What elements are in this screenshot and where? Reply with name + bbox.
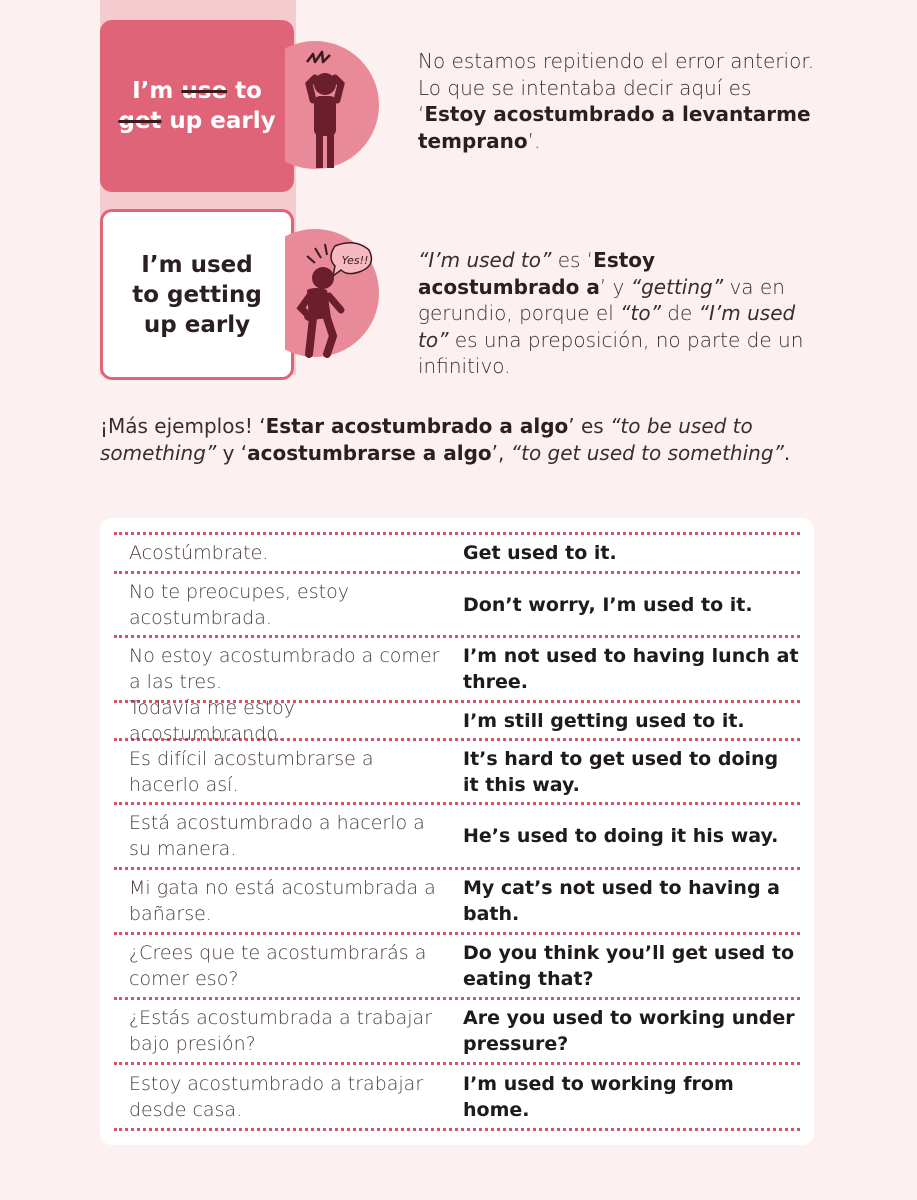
spanish-sentence: Está acostumbrado a hacerlo a su manera. xyxy=(129,812,425,860)
more-examples-paragraph xyxy=(100,413,800,467)
correct-sentence-card xyxy=(100,209,294,380)
card-text-middle: to xyxy=(227,78,262,104)
explanation-text: ’ y xyxy=(599,274,631,299)
explanation-bold: Estoy acostumbrado a xyxy=(418,248,656,299)
incorrect-sentence-card xyxy=(100,20,294,192)
struck-word-get: get xyxy=(118,108,162,134)
explanation-text: es ‘ xyxy=(551,248,594,272)
table-row xyxy=(114,805,800,870)
spanish-sentence: ¿Estás acostumbrada a trabajar bajo presión? xyxy=(129,1007,433,1055)
explanation-text: de xyxy=(660,301,699,325)
table-row xyxy=(114,741,800,805)
paragraph-text: y ‘ xyxy=(216,441,248,465)
english-sentence: Get used to it. xyxy=(463,542,617,564)
card-text-suffix: up early xyxy=(161,108,276,134)
english-sentence: I’m still getting used to it. xyxy=(463,709,745,732)
english-sentence: I’m used to working from home. xyxy=(463,1072,734,1121)
spanish-sentence: Estoy acostumbrado a trabajar desde casa. xyxy=(129,1072,424,1121)
explanation-italic: “to” xyxy=(620,301,661,325)
table-row xyxy=(114,935,800,1000)
explanation-italic: “I’m used to” xyxy=(418,301,796,352)
paragraph-text: ¡Más ejemplos! ‘ xyxy=(100,414,266,438)
table-row xyxy=(114,535,800,574)
struck-word-use: use xyxy=(181,78,228,104)
english-sentence: Do you think you’ll get used to eating that? xyxy=(463,942,794,990)
table-row xyxy=(114,638,800,703)
explanation-wrong xyxy=(418,48,818,154)
table-row xyxy=(114,696,800,745)
paragraph-bold: Estar acostumbrado a algo xyxy=(265,414,569,438)
frustrated-person-icon xyxy=(285,40,379,170)
paragraph-italic: “to get used to something” xyxy=(510,441,784,465)
card-text-prefix: I’m xyxy=(132,78,182,104)
explanation-text: es una preposición, no parte de un infinitivo. xyxy=(418,327,804,378)
correct-sentence-text: I’m used to getting up early xyxy=(132,251,262,338)
paragraph-bold: acostumbrarse a algo xyxy=(247,441,492,465)
english-sentence: I’m not used to having lunch at three. xyxy=(463,645,799,693)
examples-table xyxy=(100,518,814,1145)
explanation-italic: “I’m used to” xyxy=(418,248,552,272)
table-row xyxy=(114,870,800,935)
speech-bubble-text: Yes!! xyxy=(341,254,369,267)
english-sentence: My cat’s not used to having a bath. xyxy=(463,877,780,925)
explanation-bold: Estoy acostumbrado a levantarme temprano xyxy=(418,102,811,153)
spanish-sentence: No te preocupes, estoy acostumbrada. xyxy=(129,580,349,629)
table-row xyxy=(114,1065,800,1131)
excited-person-icon xyxy=(285,228,379,358)
spanish-sentence: Mi gata no está acostumbrada a bañarse. xyxy=(129,877,436,925)
spanish-sentence: Todavía me estoy acostumbrando. xyxy=(129,696,296,745)
spanish-sentence: No estoy acostumbrado a comer a las tres. xyxy=(129,645,440,693)
english-sentence: It’s hard to get used to doing it this way. xyxy=(463,747,779,796)
explanation-text: va en gerundio, porque el xyxy=(418,274,785,325)
table-row xyxy=(114,574,800,638)
spanish-sentence: Es difícil acostumbrarse a hacerlo así. xyxy=(129,747,374,796)
explanation-text: No estamos repitiendo el error anterior. Lo que se intentaba decir aquí es ‘ xyxy=(418,49,815,126)
english-sentence: Are you used to working under pressure? xyxy=(463,1007,795,1055)
spanish-sentence: Acostúmbrate. xyxy=(129,542,269,564)
paragraph-text: . xyxy=(783,441,791,465)
examples-rows xyxy=(114,532,800,1131)
spanish-sentence: ¿Crees que te acostumbrarás a comer eso? xyxy=(129,942,427,990)
paragraph-italic: “to be used to something” xyxy=(100,414,753,465)
table-row xyxy=(114,1000,800,1065)
explanation-text: ’. xyxy=(527,128,541,153)
paragraph-text: ’, xyxy=(491,441,511,465)
english-sentence: He’s used to doing it his way. xyxy=(463,825,779,847)
paragraph-text: ’ es xyxy=(568,414,611,438)
explanation-right xyxy=(418,247,818,380)
english-sentence: Don’t worry, I’m used to it. xyxy=(463,593,753,616)
explanation-italic: “getting” xyxy=(630,274,724,299)
